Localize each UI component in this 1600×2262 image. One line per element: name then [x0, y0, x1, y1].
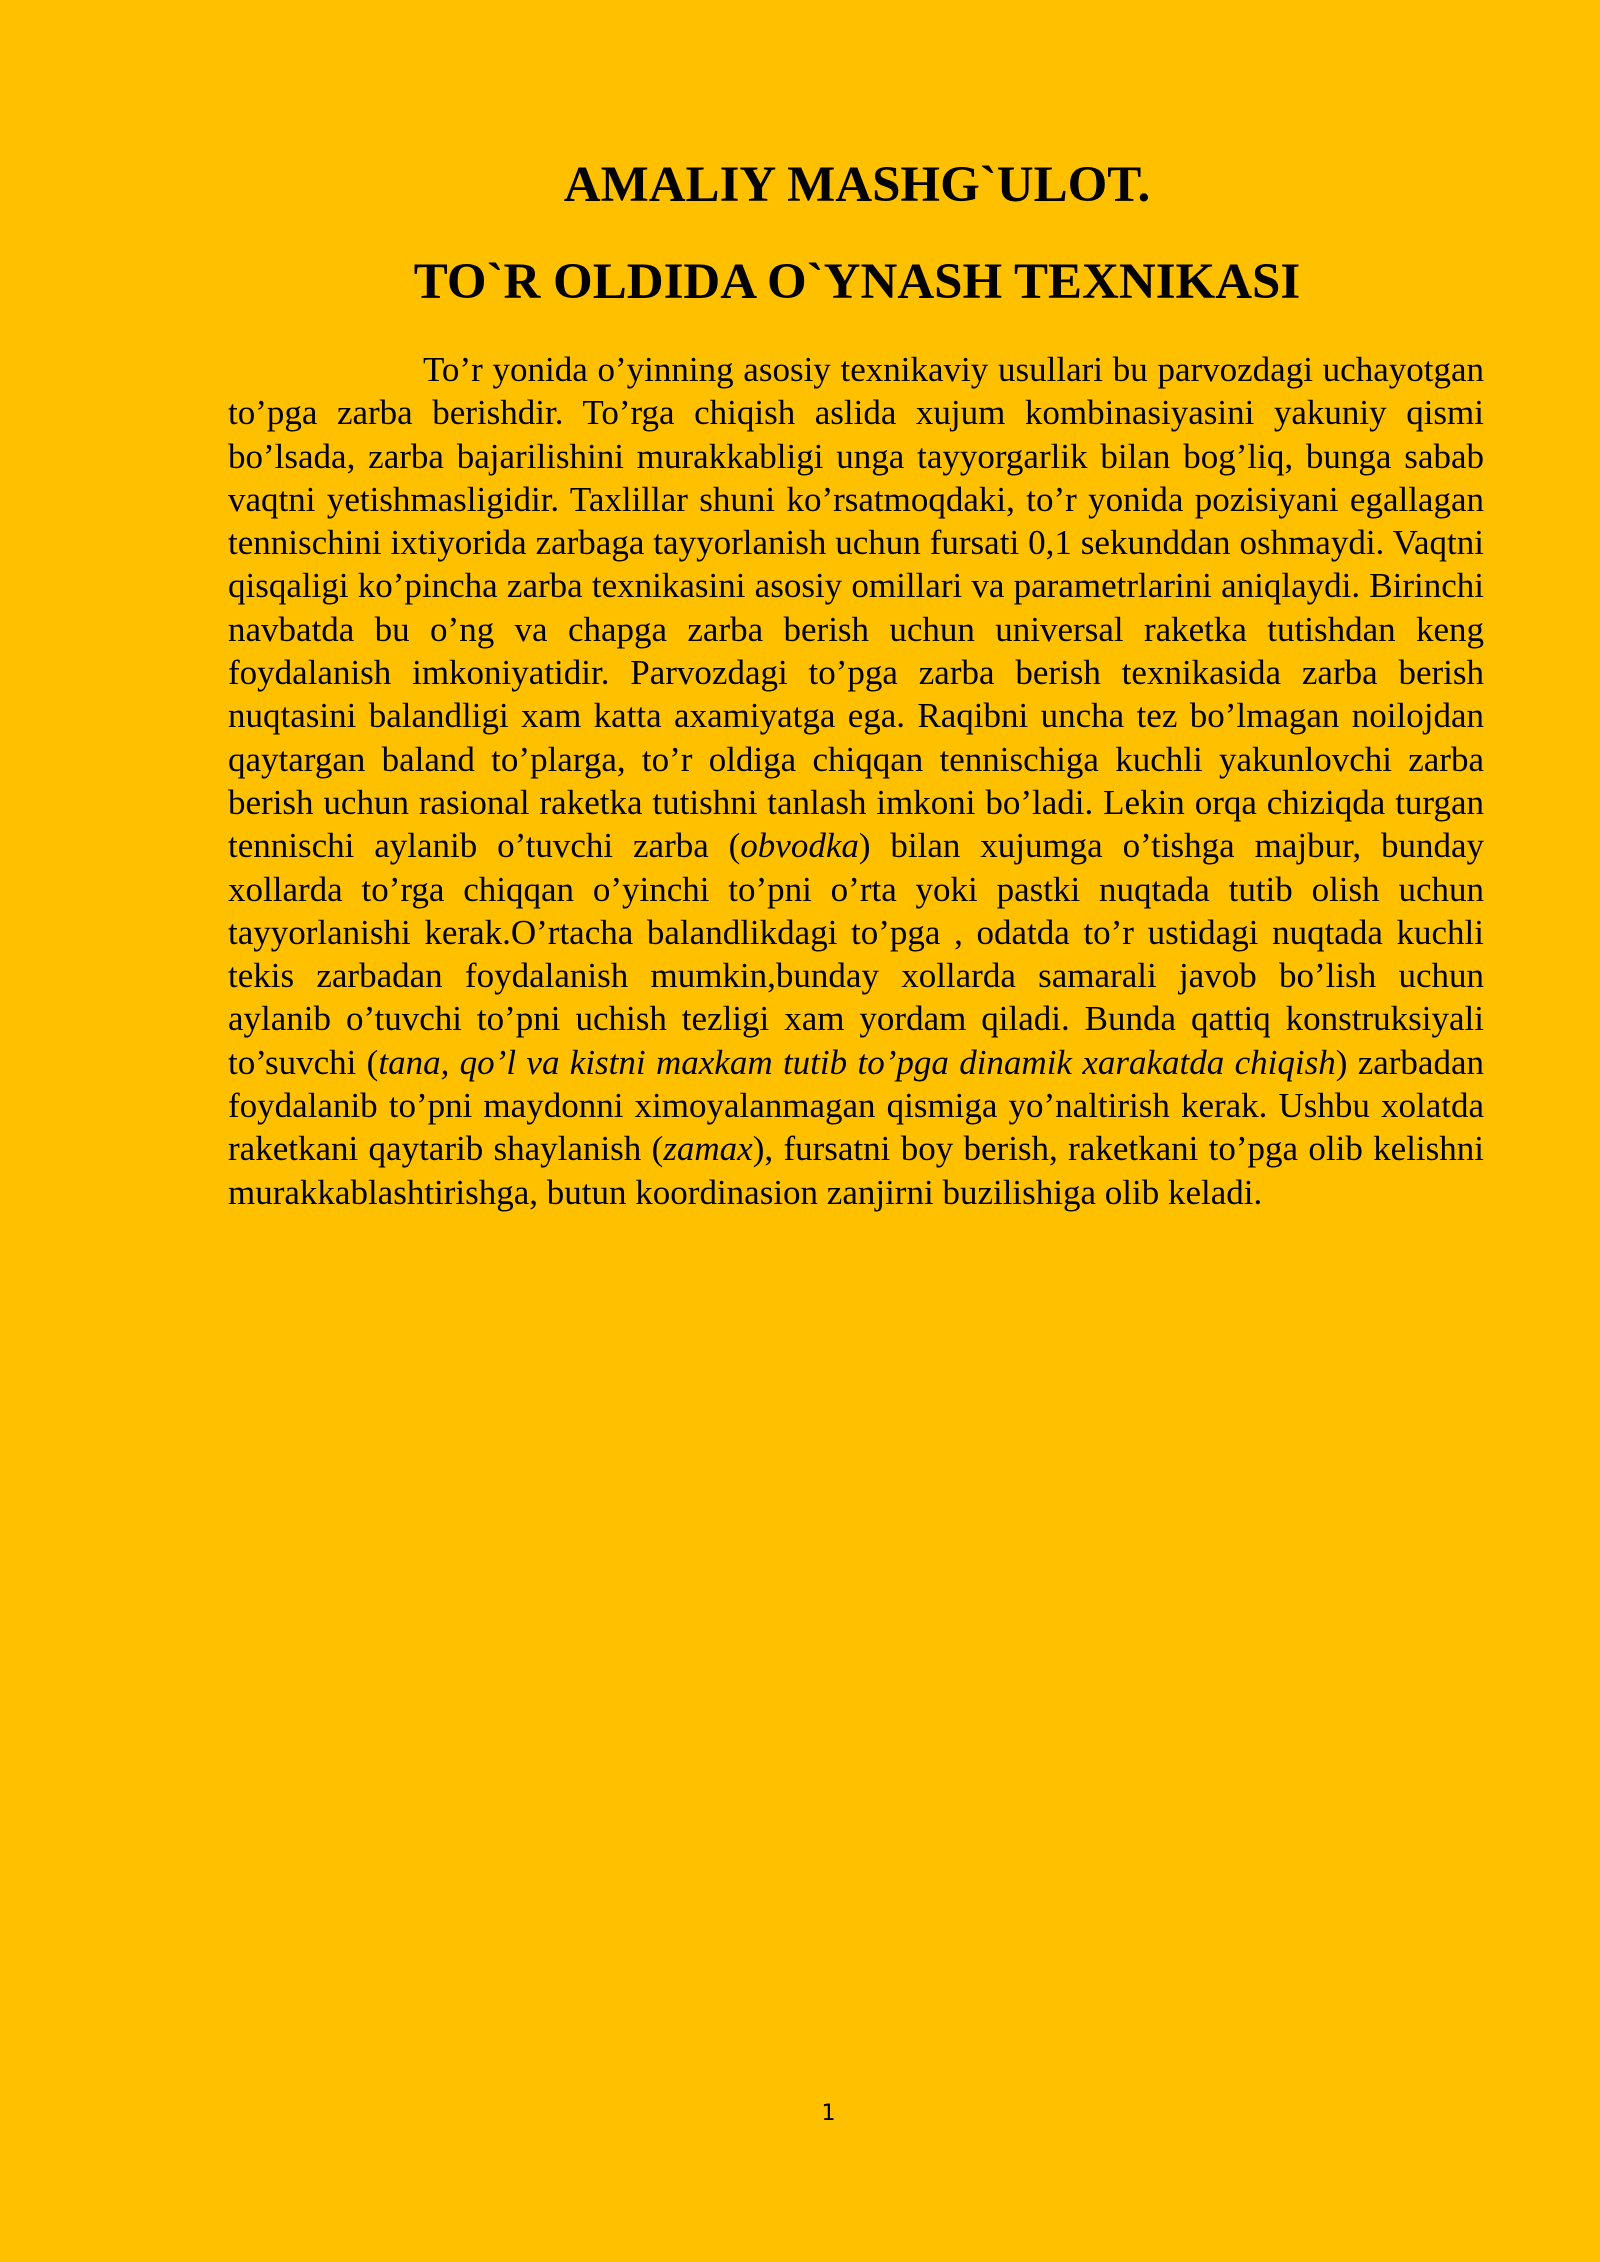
document-subtitle: TO`R OLDIDA O`YNASH TEXNIKASI: [413, 254, 1301, 310]
document-title: AMALIY MASHG`ULOT.: [563, 157, 1151, 213]
body-text-segment: To’r yonida o’yinning asosiy texnikaviy usullari bu parvozdagi uchayotgan to’pga zarba berishdir. To’rga chiqish aslida xujum kombinasiyasini yakuniy qismi bo’lsada, zarba bajarilishini murakkabligi unga tayyorgarlik bilan bog’liq, bunga sabab vaqtni yetishmasligidir. Taxlillar shuni ko’rsatmoqdaki, to’r yonida pozisiyani egallagan tennischini ixtiyorida zarbaga tayyorlanish uchun fursati 0,1 sekunddan oshmaydi. Vaqtni qisqaligi ko’pincha zarba texnikasini asosiy omillari va parametrlarini aniqlaydi. Birinchi navbatda bu o’ng va chapga zarba berish uchun universal raketka tutishdan keng foydalanish imkoniyatidir. Parvozdagi to’pga zarba berish texnikasida zarba berish nuqtasini balandligi xam katta axamiyatga ega. Raqibni uncha tez bo’lmagan noilojdan qaytargan baland to’plarga, to’r oldiga chiqqan tennischiga kuchli yakunlovchi zarba berish uchun rasional raketka tutishni tanlash imkoni bo’ladi. Lekin orqa chiziqda turgan tennischi aylanib o’tuvchi zarba (: [228, 350, 1484, 866]
italic-term: obvodka: [740, 826, 859, 866]
italic-term: zamax: [663, 1129, 753, 1169]
body-text-segment: ) zarbadan foydalanib to’pni maydonni ximoyalanmagan qismiga yo’naltirish kerak. Ushbu xolatda raketkani qaytarib shaylanish (: [228, 1042, 1485, 1169]
body-text-segment: ), fursatni boy berish, raketkani to’pga olib kelishni murakkablashtirishga, butun koordinasion zanjirni buzilishiga olib keladi.: [228, 1129, 1484, 1212]
page-number: 1: [821, 2101, 836, 2126]
italic-term: tana, qo’l va kistni maxkam tutib to’pga dinamik xarakatda chiqish: [378, 1042, 1336, 1082]
body-paragraph: [228, 348, 1484, 1214]
body-text-segment: ) bilan xujumga o’tishga majbur, bunday xollarda to’rga chiqqan o’yinchi to’pni o’rta yoki pastki nuqtada tutib olish uchun tayyorlanishi kerak.O’rtacha balandlikdagi to’pga , odatda to’r ustidagi nuqtada kuchli tekis zarbadan foydalanish mumkin,bunday xollarda samarali javob bo’lish uchun aylanib o’tuvchi to’pni uchish tezligi xam yordam qiladi. Bunda qattiq konstruksiyali to’suvchi (: [228, 826, 1484, 1082]
